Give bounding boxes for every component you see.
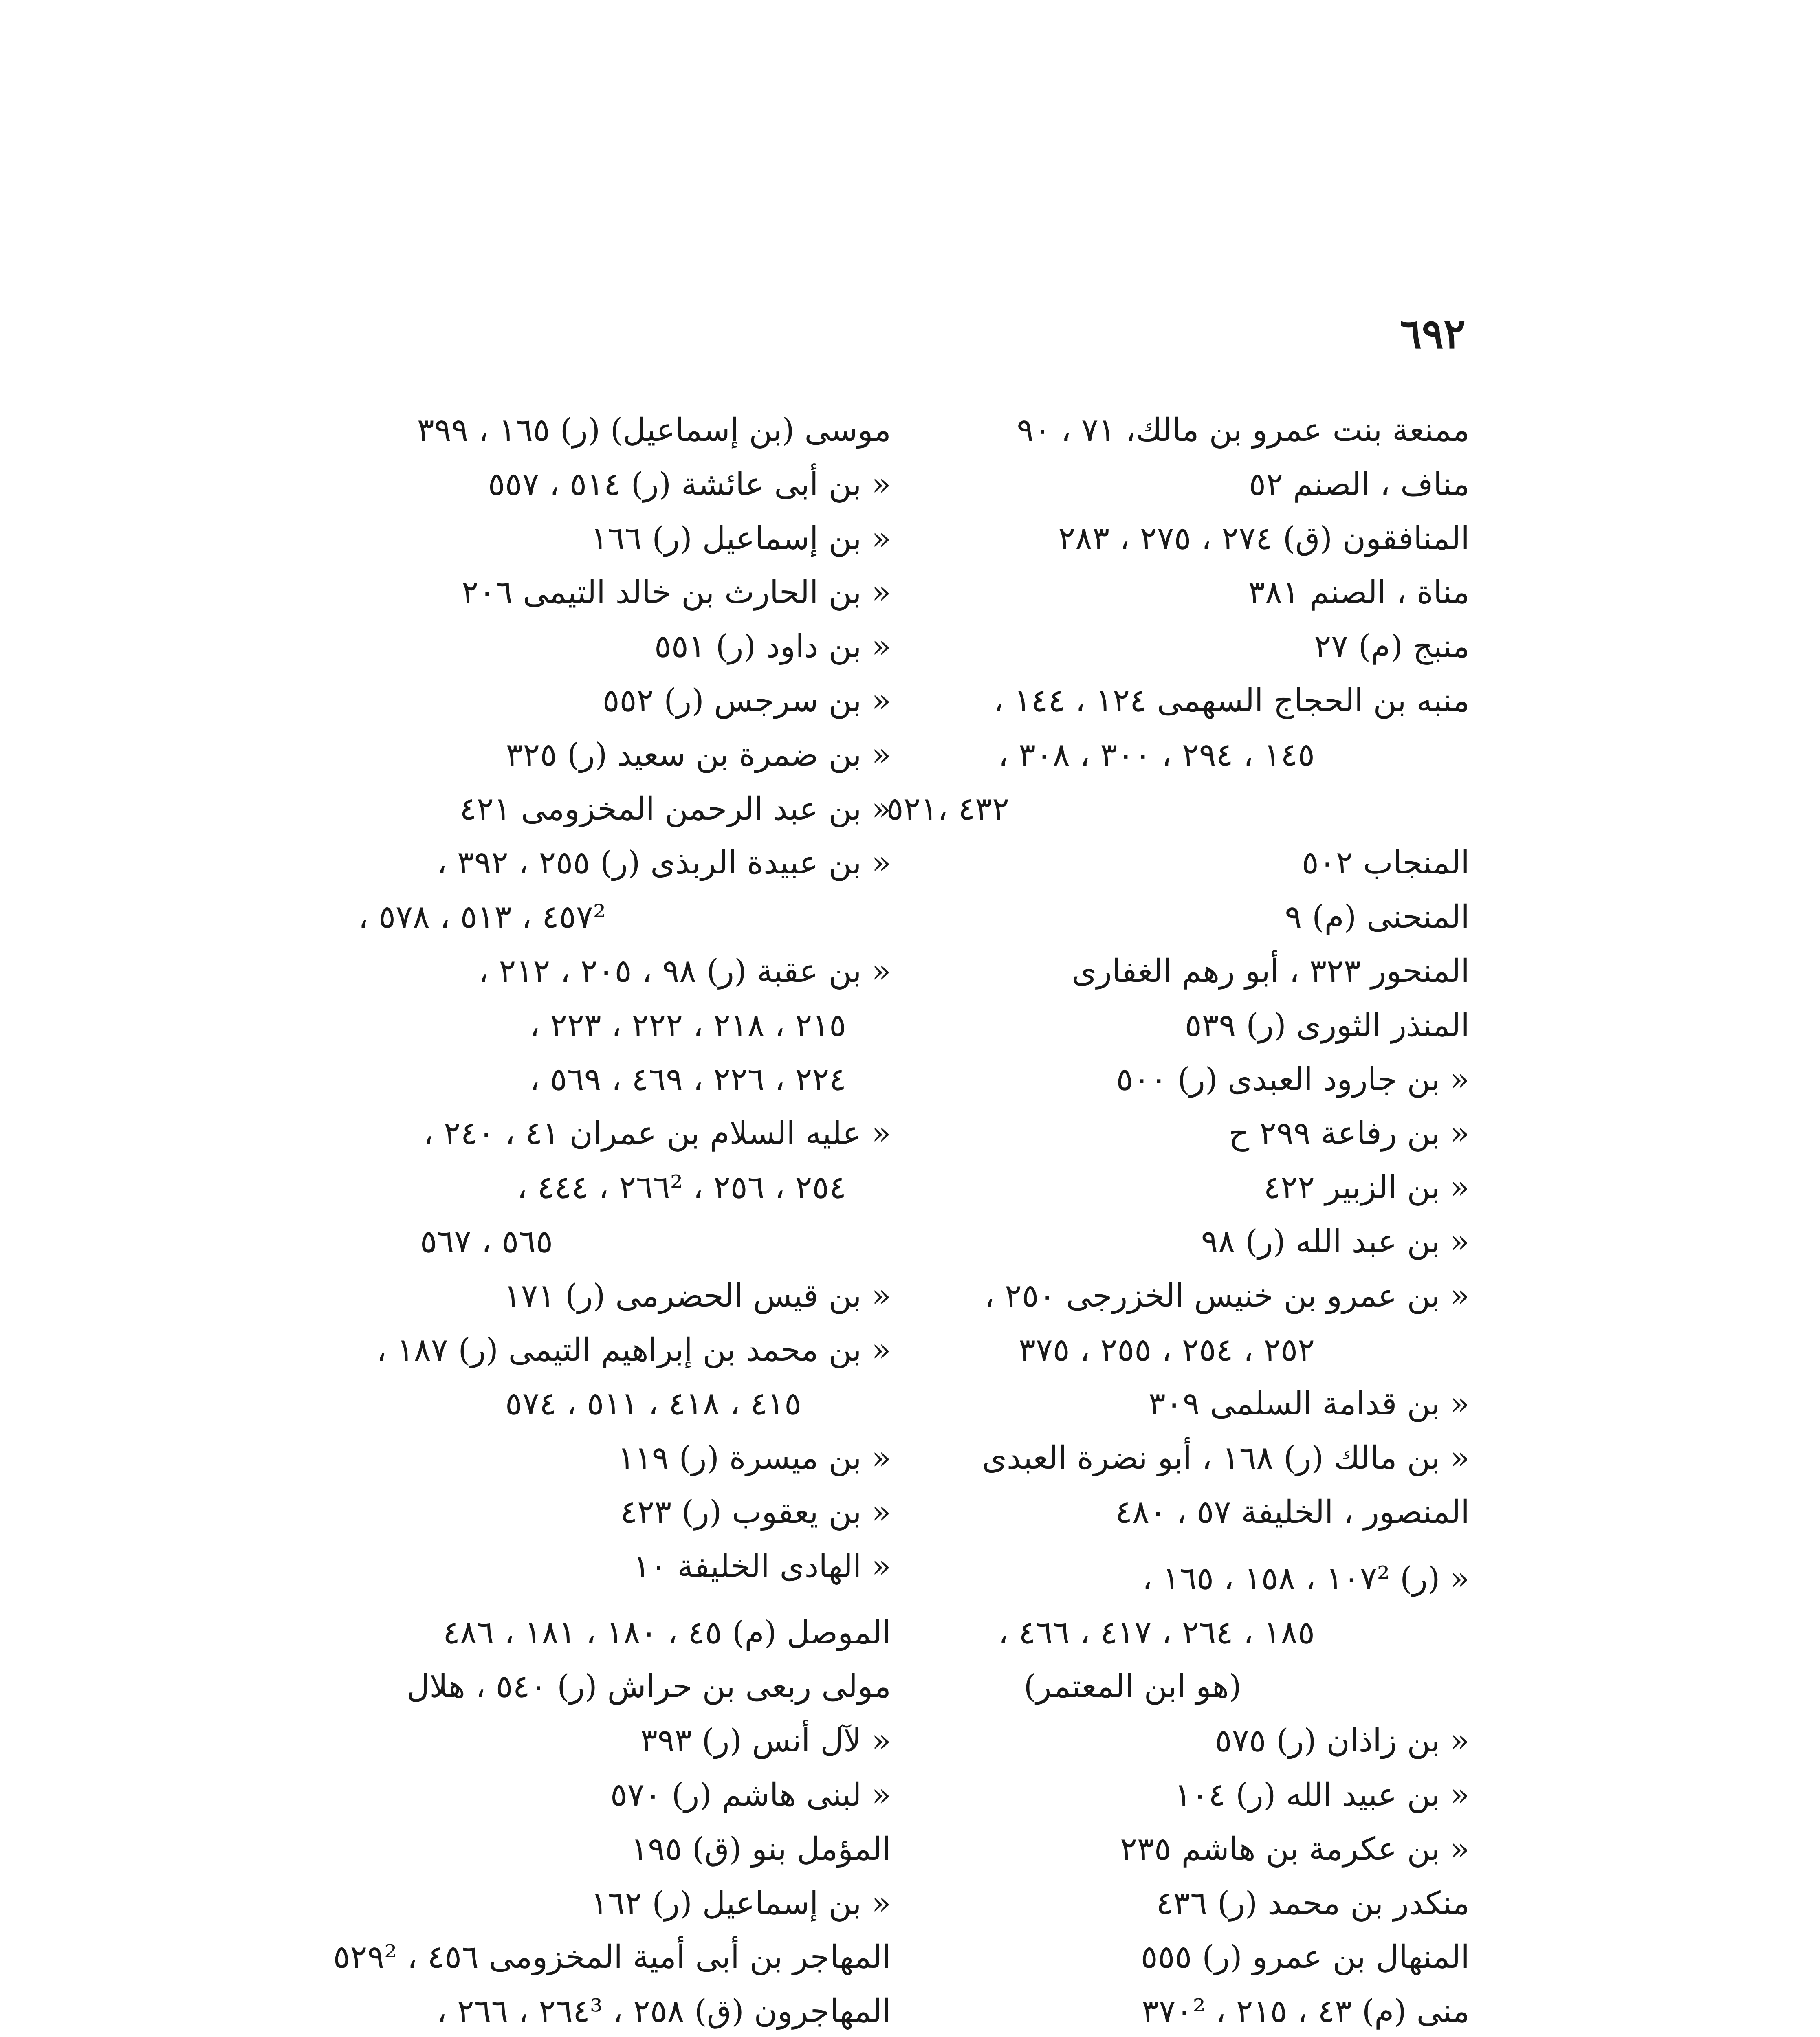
- index-entry: « بن مالك (ر) ١٦٨ ، أبو نضرة العبدى: [982, 1440, 1470, 1477]
- index-entry: منكدر بن محمد (ر) ٤٣٦: [1156, 1885, 1470, 1922]
- index-entry: « بن محمد بن إبراهيم التيمى (ر) ١٨٧ ،: [376, 1331, 891, 1368]
- index-entry-continuation: (هو ابن المعتمر): [1023, 1668, 1241, 1705]
- index-entry: « بن داود (ر) ٥٥١: [654, 628, 891, 665]
- index-entry: « بن جارود العبدى (ر) ٥٠٠: [1116, 1061, 1470, 1098]
- index-entry: المنهال بن عمرو (ر) ٥٥٥: [1140, 1939, 1470, 1976]
- index-entry: « (ر) ١٠٧² ، ١٥٨ ، ١٦٥ ،: [1142, 1560, 1470, 1597]
- index-entry-continuation: ٤٣٢ ،٥٢١: [886, 790, 1009, 827]
- index-entry: « بن الزبير ٤٢٢: [1263, 1169, 1470, 1206]
- index-entry-continuation: ١٤٥ ، ٢٩٤ ، ٣٠٠ ، ٣٠٨ ،: [998, 736, 1315, 773]
- index-entry-continuation: ٤١٥ ، ٤١٨ ، ٥١١ ، ٥٧٤: [505, 1386, 801, 1423]
- index-entry: « بن عمرو بن خنيس الخزرجى ٢٥٠ ،: [984, 1277, 1470, 1314]
- index-entry: منبه بن الحجاج السهمى ١٢٤ ، ١٤٤ ،: [993, 682, 1470, 719]
- index-entry: منبج (م) ٢٧: [1314, 628, 1470, 665]
- index-entry: « لآل أنس (ر) ٣٩٣: [640, 1722, 891, 1760]
- index-entry: « بن ضمرة بن سعيد (ر) ٣٢٥: [506, 736, 891, 773]
- index-entry-continuation: ٥٦٥ ، ٥٦٧: [420, 1223, 553, 1260]
- index-entry: « الهادى الخليفة ١٠: [633, 1548, 891, 1585]
- index-entry: « بن قيس الحضرمى (ر) ١٧١: [504, 1277, 891, 1314]
- index-entry: « عليه السلام بن عمران ٤١ ، ٢٤٠ ،: [423, 1115, 891, 1152]
- index-entry: مناف ، الصنم ٥٢: [1249, 466, 1470, 503]
- index-entry: المؤمل بنو (ق) ١٩٥: [631, 1830, 891, 1868]
- index-entry-continuation: ٢٥٢ ، ٢٥٤ ، ٢٥٥ ، ٣٧٥: [1018, 1331, 1315, 1368]
- index-entry-continuation: ٢٥٤ ، ٢٥٦ ، ٢٦٦² ، ٤٤٤ ،: [517, 1169, 846, 1206]
- index-entry: « بن الحارث بن خالد التيمى ٢٠٦: [461, 574, 891, 611]
- index-entry: المهاجرون (ق) ٢٥٨ ، ٢٦٤³ ، ٢٦٦ ،: [436, 1993, 891, 2030]
- index-entry: « بن عبد الرحمن المخزومى ٤٢١: [459, 790, 891, 827]
- page-number: ٦٩٢: [1400, 310, 1466, 358]
- index-entry: « بن عقبة (ر) ٩٨ ، ٢٠٥ ، ٢١٢ ،: [478, 953, 891, 990]
- index-entry: « بن عبد الله (ر) ٩٨: [1201, 1223, 1470, 1260]
- index-entry: « بن رفاعة ٢٩٩ ح: [1228, 1115, 1470, 1152]
- index-entry: موسى (بن إسماعيل) (ر) ١٦٥ ، ٣٩٩: [417, 412, 891, 449]
- index-entry: مناة ، الصنم ٣٨١: [1248, 574, 1470, 611]
- index-entry: مولى ربعى بن حراش (ر) ٥٤٠ ، هلال: [406, 1668, 891, 1705]
- index-entry: المنجاب ٥٠٢: [1301, 845, 1470, 882]
- index-entry: المنذر الثورى (ر) ٥٣٩: [1184, 1007, 1470, 1044]
- index-entry: المنحنى (م) ٩: [1285, 899, 1470, 936]
- index-entry-continuation: ١٨٥ ، ٢٦٤ ، ٤١٧ ، ٤٦٦ ،: [998, 1614, 1315, 1651]
- index-entry: المنافقون (ق) ٢٧٤ ، ٢٧٥ ، ٢٨٣: [1058, 520, 1470, 557]
- index-entry: المهاجر بن أبى أمية المخزومى ٤٥٦ ، ٥٢٩²: [333, 1939, 891, 1976]
- index-entry: « بن إسماعيل (ر) ١٦٢: [590, 1885, 891, 1922]
- index-entry-continuation: ٤٥٧² ، ٥١٣ ، ٥٧٨ ،: [358, 899, 606, 936]
- index-entry: ممنعة بنت عمرو بن مالك، ٧١ ، ٩٠: [1017, 412, 1470, 449]
- index-entry: « بن سرجس (ر) ٥٥٢: [602, 682, 891, 719]
- index-entry: « بن زاذان (ر) ٥٧٥: [1215, 1722, 1470, 1760]
- index-entry: « بن قدامة السلمى ٣٠٩: [1148, 1386, 1470, 1423]
- index-entry: « بن عكرمة بن هاشم ٢٣٥: [1120, 1830, 1470, 1868]
- index-entry: « بن ميسرة (ر) ١١٩: [617, 1440, 891, 1477]
- index-entry: « بن عبيد الله (ر) ١٠٤: [1174, 1776, 1470, 1813]
- index-entry: « بن أبى عائشة (ر) ٥١٤ ، ٥٥٧: [488, 466, 891, 503]
- index-entry: « بن يعقوب (ر) ٤٢٣: [620, 1494, 891, 1531]
- index-entry: الموصل (م) ٤٥ ، ١٨٠ ، ١٨١ ، ٤٨٦: [442, 1614, 891, 1651]
- index-entry: المنصور ، الخليفة ٥٧ ، ٤٨٠: [1115, 1494, 1470, 1531]
- index-entry-continuation: ٢٢٤ ، ٢٢٦ ، ٤٦٩ ، ٥٦٩ ،: [529, 1061, 846, 1098]
- index-entry: « لبنى هاشم (ر) ٥٧٠: [610, 1776, 891, 1813]
- index-entry: منى (م) ٤٣ ، ٢١٥ ، ٣٧٠²: [1141, 1993, 1470, 2030]
- index-column-right: [826, 403, 1470, 2037]
- index-entry: « بن إسماعيل (ر) ١٦٦: [590, 520, 891, 557]
- index-entry: المنحور ٣٢٣ ، أبو رهم الغفارى: [1072, 953, 1470, 990]
- index-entry-continuation: ٢١٥ ، ٢١٨ ، ٢٢٢ ، ٢٢٣ ،: [529, 1007, 846, 1044]
- index-entry: « بن عبيدة الربذى (ر) ٢٥٥ ، ٣٩٢ ،: [436, 845, 891, 882]
- index-column-left: [198, 403, 891, 2037]
